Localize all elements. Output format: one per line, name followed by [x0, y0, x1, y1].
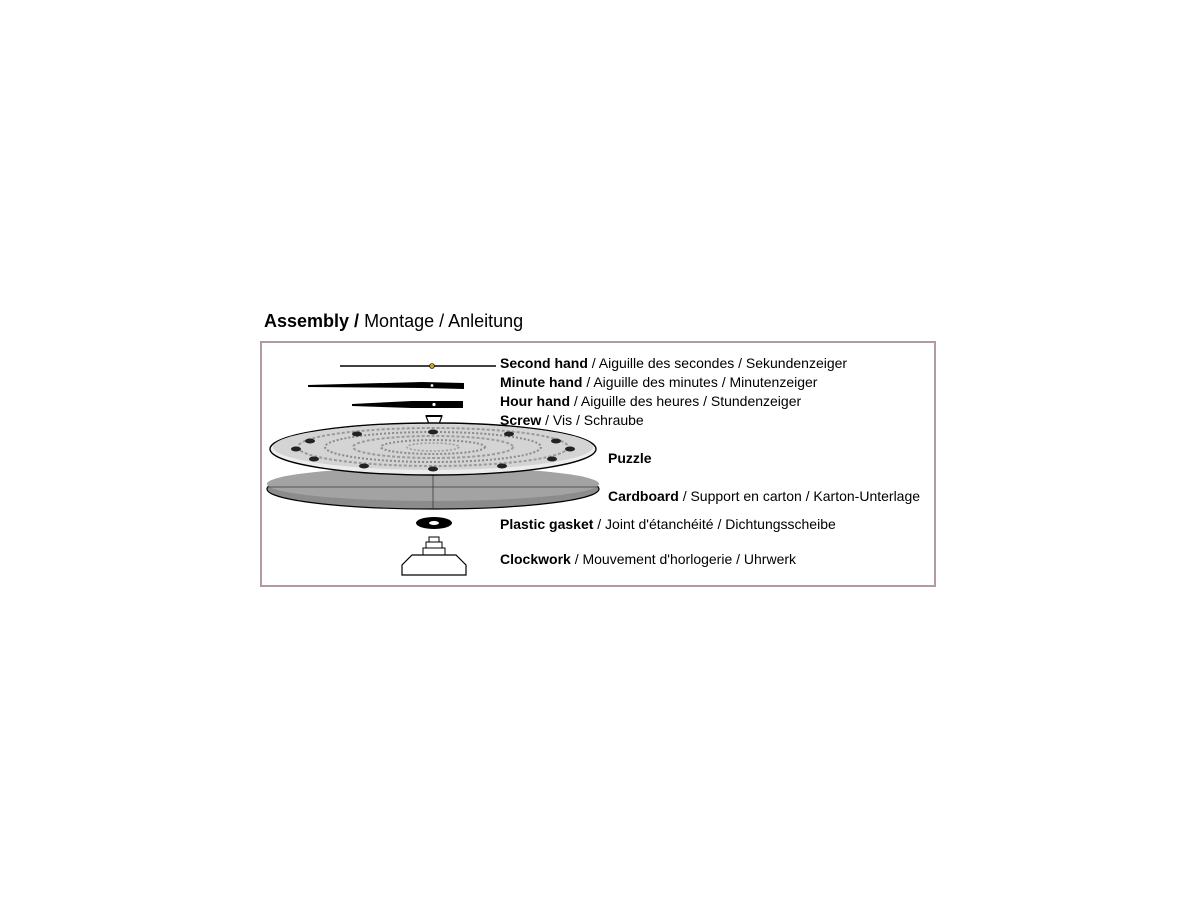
second-hand-label: [500, 355, 847, 372]
hour-hand-label: [500, 393, 801, 410]
second-hand-name: Second hand: [500, 355, 588, 371]
plastic-gasket-translations: / Joint d'étanchéité / Dichtungsscheibe: [597, 516, 836, 532]
second-hand-icon: [340, 364, 496, 369]
puzzle-disc-icon: [270, 423, 596, 475]
clockwork-translations: / Mouvement d'horlogerie / Uhrwerk: [574, 551, 797, 567]
minute-hand-icon: [308, 382, 464, 389]
assembly-diagram-frame: [260, 341, 936, 587]
minute-hand-translations: / Aiguille des minutes / Minutenzeiger: [586, 374, 818, 390]
second-hand-translations: / Aiguille des secondes / Sekundenzeiger: [591, 355, 848, 371]
clockwork-name: Clockwork: [500, 551, 571, 567]
plastic-gasket-name: Plastic gasket: [500, 516, 594, 532]
cardboard-translations: / Support en carton / Karton-Unterlage: [682, 488, 921, 504]
puzzle-name: Puzzle: [608, 450, 652, 466]
screw-name: Screw: [500, 412, 542, 428]
minute-hand-name: Minute hand: [500, 374, 583, 390]
page-title: [264, 310, 523, 332]
screw-translations: / Vis / Schraube: [545, 412, 644, 428]
clockwork-label: [500, 551, 796, 568]
minute-hand-label: [500, 374, 817, 391]
title-bold: Assembly /: [264, 311, 360, 331]
hour-hand-icon: [352, 401, 463, 408]
title-rest: Montage / Anleitung: [364, 311, 524, 331]
plastic-gasket-label: [500, 516, 836, 533]
plastic-gasket-icon: [416, 517, 452, 529]
screw-label: [500, 412, 644, 429]
clockwork-icon: [402, 537, 466, 575]
puzzle-label: [608, 450, 652, 467]
hour-hand-name: Hour hand: [500, 393, 570, 409]
hour-hand-translations: / Aiguille des heures / Stundenzeiger: [573, 393, 802, 409]
cardboard-label: [608, 488, 920, 505]
cardboard-name: Cardboard: [608, 488, 679, 504]
